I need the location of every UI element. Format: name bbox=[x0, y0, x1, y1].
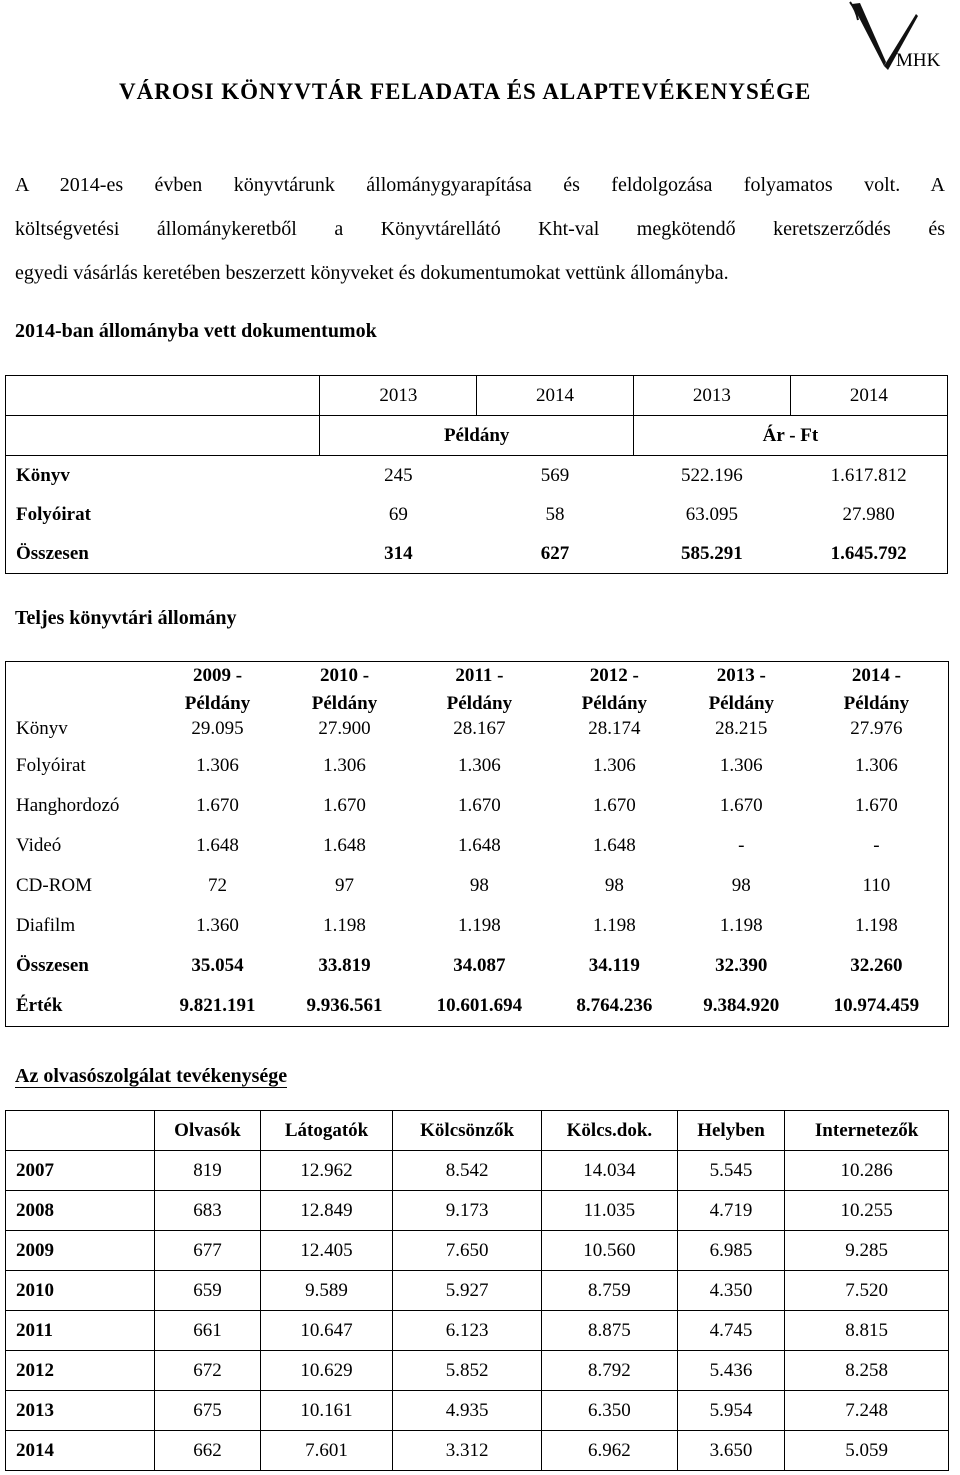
table-cell: - bbox=[738, 835, 745, 856]
table-cell: 28.174 bbox=[588, 718, 641, 739]
table-row bbox=[6, 866, 949, 906]
table-cell: 14.034 bbox=[542, 1151, 678, 1191]
table-cell: 34.119 bbox=[588, 955, 640, 976]
table-cell: 9.285 bbox=[785, 1231, 949, 1271]
table-cell: 69 bbox=[388, 503, 408, 525]
column-header-top: 2012 - bbox=[589, 665, 639, 686]
table-row bbox=[6, 1311, 949, 1351]
empty-cell bbox=[6, 1111, 155, 1151]
table-cell: 1.670 bbox=[592, 795, 636, 816]
column-header: Kölcsönzők bbox=[393, 1111, 542, 1151]
table-cell: 677 bbox=[155, 1231, 261, 1271]
table-cell: 98 bbox=[469, 875, 489, 896]
section1-heading: 2014-ban állományba vett dokumentumok bbox=[15, 320, 377, 342]
table-row bbox=[6, 718, 949, 746]
table-row bbox=[6, 786, 949, 826]
table-cell: 8.764.236 bbox=[576, 995, 653, 1016]
section3-heading-text: Az olvasószolgálat tevékenysége bbox=[15, 1065, 288, 1087]
table-cell: 12.962 bbox=[260, 1151, 392, 1191]
table-cell: 110 bbox=[862, 875, 891, 896]
table-cell: 28.215 bbox=[715, 718, 768, 739]
row-label: Videó bbox=[16, 835, 62, 856]
column-header bbox=[154, 662, 281, 719]
row-label: 2013 bbox=[6, 1391, 155, 1431]
column-header-top: 2013 - bbox=[716, 665, 766, 686]
column-header-bottom: Példány bbox=[184, 693, 251, 714]
table-cell: 4.935 bbox=[393, 1391, 542, 1431]
table-cell: 35.054 bbox=[191, 955, 244, 976]
table-cell: 1.198 bbox=[719, 915, 763, 936]
table-row bbox=[6, 1431, 949, 1471]
table-cell: 8.258 bbox=[785, 1351, 949, 1391]
table-cell: 9.936.561 bbox=[306, 995, 383, 1016]
table-row bbox=[6, 534, 948, 574]
empty-cell bbox=[6, 416, 320, 456]
table-cell: 6.985 bbox=[677, 1231, 784, 1271]
table-header-row bbox=[6, 416, 948, 456]
column-header bbox=[805, 662, 949, 719]
table-cell: 27.900 bbox=[318, 718, 371, 739]
table-cell: 7.601 bbox=[260, 1431, 392, 1471]
column-header: Helyben bbox=[677, 1111, 784, 1151]
reader-service-table bbox=[5, 1110, 949, 1471]
table-cell: 7.520 bbox=[785, 1271, 949, 1311]
row-label: Diafilm bbox=[16, 915, 76, 936]
table-cell: 9.173 bbox=[393, 1191, 542, 1231]
intro-paragraph bbox=[15, 163, 945, 295]
table-cell: 32.260 bbox=[850, 955, 903, 976]
table-cell: 6.350 bbox=[542, 1391, 678, 1431]
row-label: Folyóirat bbox=[16, 503, 91, 525]
table-cell: 33.819 bbox=[318, 955, 371, 976]
column-header-bottom: Példány bbox=[708, 693, 775, 714]
row-label: 2014 bbox=[6, 1431, 155, 1471]
column-header-bottom: Példány bbox=[581, 693, 648, 714]
table-cell: 5.954 bbox=[677, 1391, 784, 1431]
year-header: 2013 bbox=[633, 376, 790, 416]
table-cell: 1.648 bbox=[196, 835, 239, 856]
row-label: Összesen bbox=[16, 542, 89, 564]
table-cell: 10.647 bbox=[260, 1311, 392, 1351]
logo bbox=[846, 0, 946, 80]
table-cell: 4.350 bbox=[677, 1271, 784, 1311]
column-header bbox=[281, 662, 408, 719]
table-cell: 627 bbox=[540, 542, 570, 564]
table-row bbox=[6, 456, 948, 496]
year-header: 2014 bbox=[790, 376, 947, 416]
table-cell: 7.248 bbox=[785, 1391, 949, 1431]
logo-text: MHK bbox=[896, 50, 941, 71]
table-cell: 1.670 bbox=[323, 795, 366, 816]
table-cell: - bbox=[873, 835, 880, 856]
table-cell: 27.976 bbox=[850, 718, 903, 739]
table-header-row bbox=[6, 1111, 949, 1151]
table-cell: 245 bbox=[320, 456, 477, 496]
row-label: 2008 bbox=[6, 1191, 155, 1231]
table-cell: 661 bbox=[155, 1311, 261, 1351]
table-cell: 1.645.792 bbox=[830, 542, 907, 564]
row-label: Összesen bbox=[16, 955, 89, 976]
table-cell: 10.601.694 bbox=[436, 995, 523, 1016]
table-cell: 32.390 bbox=[715, 955, 768, 976]
table-cell: 72 bbox=[207, 875, 227, 896]
table-cell: 4.719 bbox=[677, 1191, 784, 1231]
row-label: Könyv bbox=[6, 456, 320, 496]
table-cell: 3.312 bbox=[393, 1431, 542, 1471]
column-header: Olvasók bbox=[155, 1111, 261, 1151]
column-header bbox=[678, 662, 805, 719]
section3-heading bbox=[15, 1065, 287, 1088]
table-cell: 12.405 bbox=[260, 1231, 392, 1271]
table-cell: 5.545 bbox=[677, 1151, 784, 1191]
column-header-bottom: Példány bbox=[446, 693, 513, 714]
column-header bbox=[551, 662, 678, 719]
table-cell: 1.306 bbox=[458, 755, 501, 776]
table-cell: 10.286 bbox=[785, 1151, 949, 1191]
table-header-row bbox=[6, 376, 948, 416]
table-cell: 1.670 bbox=[196, 795, 239, 816]
year-header: 2013 bbox=[320, 376, 477, 416]
column-header-bottom: Példány bbox=[843, 693, 910, 714]
table-cell: 585.291 bbox=[680, 542, 743, 564]
table-cell: 4.745 bbox=[677, 1311, 784, 1351]
empty-cell bbox=[6, 376, 320, 416]
table-cell: 1.198 bbox=[323, 915, 366, 936]
table-cell: 5.436 bbox=[677, 1351, 784, 1391]
table-cell: 1.306 bbox=[592, 755, 636, 776]
table-cell: 1.648 bbox=[323, 835, 366, 856]
group-header-peldany: Példány bbox=[320, 416, 633, 456]
table-cell: 29.095 bbox=[191, 718, 244, 739]
table-cell: 27.980 bbox=[842, 503, 895, 525]
column-header: Látogatók bbox=[260, 1111, 392, 1151]
table-cell: 5.927 bbox=[393, 1271, 542, 1311]
intro-line: egyedi vásárlás keretében beszerzett könyveket és dokumentumokat vettünk állományba. bbox=[15, 262, 729, 284]
column-header-bottom: Példány bbox=[311, 693, 378, 714]
row-label: Folyóirat bbox=[16, 755, 86, 776]
table-cell: 1.648 bbox=[592, 835, 636, 856]
table-cell: 63.095 bbox=[685, 503, 738, 525]
table-cell: 9.384.920 bbox=[703, 995, 780, 1016]
table-cell: 8.792 bbox=[542, 1351, 678, 1391]
table-cell: 569 bbox=[477, 456, 634, 496]
table-cell: 10.629 bbox=[260, 1351, 392, 1391]
row-label: 2010 bbox=[6, 1271, 155, 1311]
table-cell: 5.059 bbox=[785, 1431, 949, 1471]
table-cell: 7.650 bbox=[393, 1231, 542, 1271]
table-cell: 1.670 bbox=[458, 795, 501, 816]
row-label: 2007 bbox=[6, 1151, 155, 1191]
column-header-top: 2014 - bbox=[851, 665, 901, 686]
table-cell: 9.821.191 bbox=[179, 995, 256, 1016]
table-row bbox=[6, 1191, 949, 1231]
table-cell: 98 bbox=[604, 875, 624, 896]
collection-table bbox=[5, 661, 949, 1027]
table-cell: 1.198 bbox=[458, 915, 501, 936]
table-row bbox=[6, 826, 949, 866]
table-cell: 659 bbox=[155, 1271, 261, 1311]
table-cell: 1.198 bbox=[855, 915, 898, 936]
empty-cell bbox=[6, 662, 155, 719]
table-row bbox=[6, 1391, 949, 1431]
column-header: Internetezők bbox=[785, 1111, 949, 1151]
table-cell: 6.962 bbox=[542, 1431, 678, 1471]
table-cell: 1.306 bbox=[196, 755, 239, 776]
row-label: Érték bbox=[16, 995, 63, 1016]
table-row bbox=[6, 986, 949, 1027]
table-cell: 98 bbox=[731, 875, 751, 896]
table-row bbox=[6, 1151, 949, 1191]
table-cell: 8.815 bbox=[785, 1311, 949, 1351]
table-cell: 8.542 bbox=[393, 1151, 542, 1191]
table-cell: 10.974.459 bbox=[833, 995, 920, 1016]
year-header: 2014 bbox=[477, 376, 634, 416]
table-cell: 1.360 bbox=[196, 915, 239, 936]
intro-line: költségvetési állománykeretből a Könyvtárellátó Kht-val megkötendő keretszerződés és bbox=[15, 218, 945, 240]
acquisitions-table bbox=[5, 375, 948, 574]
table-cell: 6.123 bbox=[393, 1311, 542, 1351]
table-cell: 10.255 bbox=[785, 1191, 949, 1231]
table-row bbox=[6, 946, 949, 986]
table-cell: 1.306 bbox=[719, 755, 763, 776]
table-cell: 9.589 bbox=[260, 1271, 392, 1311]
section2-heading: Teljes könyvtári állomány bbox=[15, 607, 237, 629]
column-header-top: 2010 - bbox=[319, 665, 370, 686]
table-row bbox=[6, 746, 949, 786]
intro-line: A 2014-es évben könyvtárunk állománygyarapítása és feldolgozása folyamatos volt. A bbox=[15, 174, 945, 196]
table-cell: 8.875 bbox=[542, 1311, 678, 1351]
table-cell: 1.306 bbox=[855, 755, 898, 776]
table-cell: 12.849 bbox=[260, 1191, 392, 1231]
table-cell: 675 bbox=[155, 1391, 261, 1431]
table-cell: 8.759 bbox=[542, 1271, 678, 1311]
table-cell: 314 bbox=[384, 542, 413, 564]
table-cell: 97 bbox=[334, 875, 354, 896]
table-cell: 10.560 bbox=[542, 1231, 678, 1271]
row-label: 2009 bbox=[6, 1231, 155, 1271]
table-cell: 1.648 bbox=[458, 835, 501, 856]
table-cell: 683 bbox=[155, 1191, 261, 1231]
column-header bbox=[408, 662, 551, 719]
table-cell: 1.198 bbox=[592, 915, 636, 936]
row-label: 2011 bbox=[6, 1311, 155, 1351]
table-cell: 1.670 bbox=[855, 795, 898, 816]
table-row bbox=[6, 906, 949, 946]
column-header-top: 2011 - bbox=[455, 665, 504, 686]
table-cell: 672 bbox=[155, 1351, 261, 1391]
table-cell: 28.167 bbox=[453, 718, 506, 739]
table-cell: 1.306 bbox=[323, 755, 366, 776]
table-cell: 11.035 bbox=[542, 1191, 678, 1231]
row-label: CD-ROM bbox=[16, 875, 93, 896]
table-cell: 819 bbox=[155, 1151, 261, 1191]
table-header-row bbox=[6, 662, 949, 719]
row-label: 2012 bbox=[6, 1351, 155, 1391]
table-cell: 58 bbox=[545, 503, 565, 525]
row-label: Könyv bbox=[16, 718, 68, 739]
table-cell: 34.087 bbox=[453, 955, 506, 976]
table-row bbox=[6, 1271, 949, 1311]
column-header-top: 2009 - bbox=[192, 665, 243, 686]
row-label: Hanghordozó bbox=[16, 795, 120, 816]
table-cell: 3.650 bbox=[677, 1431, 784, 1471]
table-cell: 10.161 bbox=[260, 1391, 392, 1431]
table-cell: 1.670 bbox=[719, 795, 763, 816]
table-row bbox=[6, 1231, 949, 1271]
page-title: VÁROSI KÖNYVTÁR FELADATA ÉS ALAPTEVÉKENYSÉGE bbox=[119, 79, 812, 104]
table-cell: 522.196 bbox=[633, 456, 790, 496]
table-cell: 1.617.812 bbox=[790, 456, 947, 496]
column-header: Kölcs.dok. bbox=[542, 1111, 678, 1151]
table-cell: 5.852 bbox=[393, 1351, 542, 1391]
table-row bbox=[6, 1351, 949, 1391]
table-cell: 662 bbox=[155, 1431, 261, 1471]
group-header-ar: Ár - Ft bbox=[633, 416, 947, 456]
table-row bbox=[6, 495, 948, 534]
